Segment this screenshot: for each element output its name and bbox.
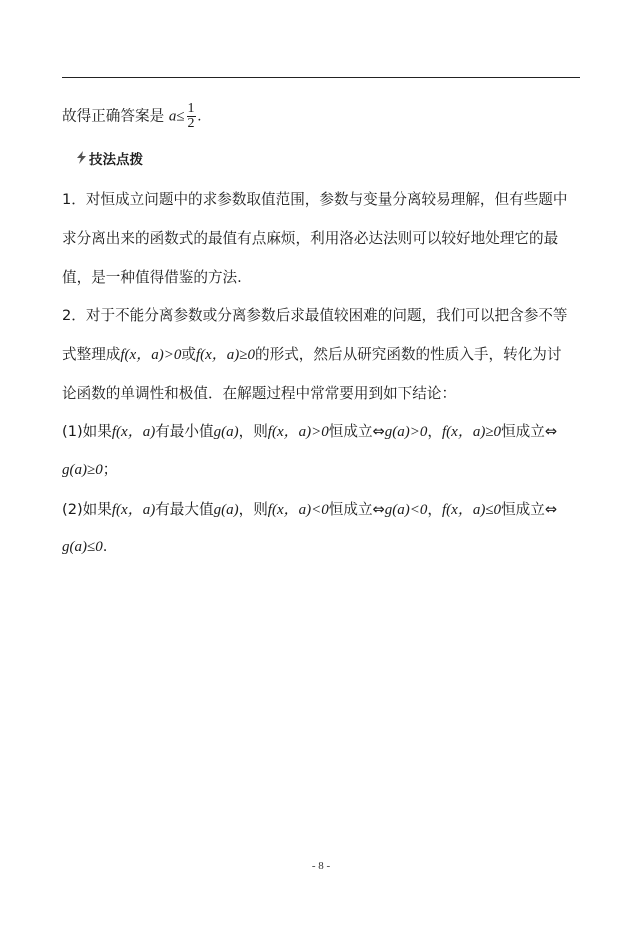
p2-text-a: 式整理成 — [62, 346, 121, 363]
c1-iff1: 恒成立⇔ — [328, 423, 385, 440]
c1-iff2: 恒成立⇔ — [501, 423, 558, 440]
c2-iff2: 恒成立⇔ — [501, 501, 558, 518]
paragraph-2-line-3: 论函数的单调性和极值．在解题过程中常常要用到如下结论： — [62, 385, 457, 402]
page-number: - 8 - — [311, 860, 331, 872]
c2-c: 有最大值 — [155, 501, 214, 518]
intro-var: a — [168, 108, 177, 125]
fraction-denominator: 2 — [187, 116, 195, 131]
c1-f: f(x，a) — [111, 424, 156, 440]
section-heading — [76, 150, 143, 170]
fraction-one-half — [187, 102, 196, 131]
c1-a: (1)如果 — [62, 423, 112, 440]
section-heading-text: 技法点拨 — [89, 152, 143, 168]
c1-cond2: f(x，a)≥0 — [442, 424, 502, 440]
conclusion-2-line-1 — [62, 500, 582, 520]
c2-cond1: f(x，a)<0 — [267, 502, 329, 518]
p2-text-b: 或 — [181, 346, 196, 363]
intro-op: ≤ — [176, 108, 185, 125]
c2-iff1: 恒成立⇔ — [328, 501, 385, 518]
paragraph-1-line-3: 值，是一种值得借鉴的方法. — [62, 269, 242, 286]
c1-e: ，则 — [238, 423, 268, 440]
intro-text: 故得正确答案是 — [62, 107, 165, 125]
paragraph-2-line-1: 2．对于不能分离参数或分离参数后求最值较困难的问题，我们可以把含参不等 — [62, 307, 568, 324]
intro-line — [62, 102, 582, 131]
c1-cond1: f(x，a)>0 — [267, 424, 329, 440]
c2-res1: g(a)<0 — [384, 502, 428, 518]
conclusion-1-line-1 — [62, 422, 582, 442]
c2-sep: ， — [427, 501, 442, 518]
c1-c: 有最小值 — [155, 423, 214, 440]
c2-end: . — [102, 538, 108, 555]
c2-f: f(x，a) — [111, 502, 156, 518]
paragraph-1-line-1: 1．对恒成立问题中的求参数取值范围，参数与变量分离较易理解，但有些题中 — [62, 191, 568, 208]
c2-g: g(a) — [213, 502, 239, 518]
c2-a: (2)如果 — [62, 501, 112, 518]
expression-f-gt-0: f(x，a)>0 — [120, 347, 182, 363]
conclusion-2-line-2 — [62, 537, 582, 557]
c2-e: ，则 — [238, 501, 268, 518]
fraction-numerator: 1 — [187, 101, 195, 116]
lightning-icon — [76, 150, 87, 170]
expression-f-ge-0: f(x，a)≥0 — [195, 347, 256, 363]
intro-end: . — [197, 108, 202, 125]
c1-res1: g(a)>0 — [384, 424, 428, 440]
c2-cond2: f(x，a)≤0 — [442, 502, 502, 518]
paragraph-2-line-2 — [62, 345, 582, 365]
c1-res2: g(a)≥0 — [62, 462, 103, 478]
c1-sep: ， — [427, 423, 442, 440]
header-rule — [62, 77, 580, 78]
c2-res2: g(a)≤0 — [62, 539, 103, 555]
p2-text-c: 的形式，然后从研究函数的性质入手，转化为讨 — [255, 346, 562, 363]
c1-end: ； — [102, 461, 118, 478]
c1-g: g(a) — [213, 424, 239, 440]
conclusion-1-line-2 — [62, 460, 582, 480]
paragraph-1-line-2: 求分离出来的函数式的最值有点麻烦，利用洛必达法则可以较好地处理它的最 — [62, 230, 559, 247]
